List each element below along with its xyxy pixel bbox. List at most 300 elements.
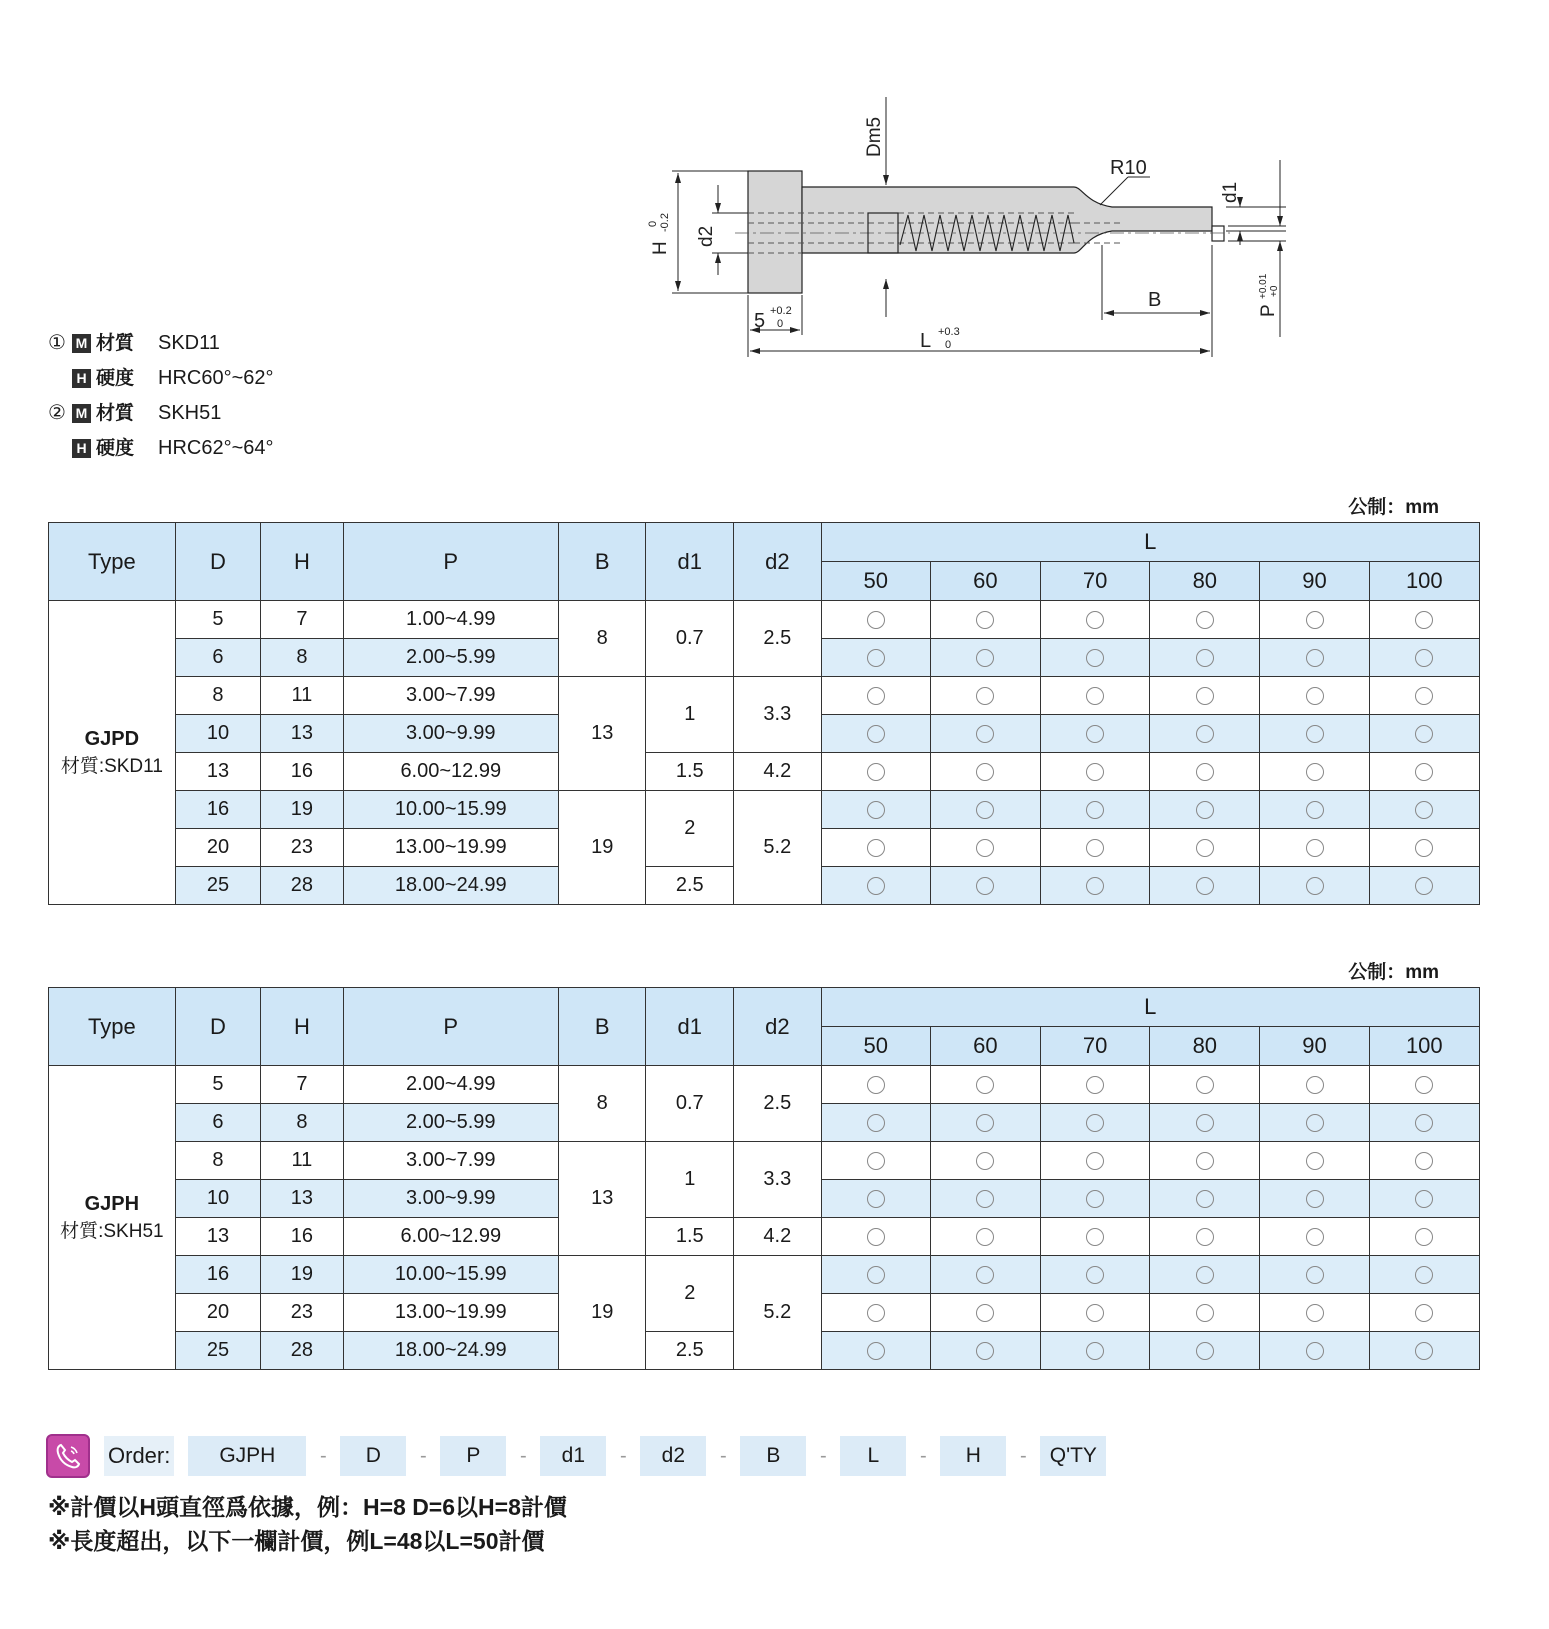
circle-mark-icon xyxy=(867,611,885,629)
cell-l-available xyxy=(1260,829,1369,867)
circle-mark-icon xyxy=(1196,1228,1214,1246)
circle-mark-icon xyxy=(867,1076,885,1094)
cell-p: 10.00~15.99 xyxy=(343,791,558,829)
cell-d2: 5.2 xyxy=(734,791,822,905)
punch-drawing xyxy=(647,95,1340,380)
cell-l-available xyxy=(1041,1142,1150,1180)
circle-mark-icon xyxy=(1196,801,1214,819)
header-p: P xyxy=(343,988,558,1066)
cell-p: 13.00~19.99 xyxy=(343,829,558,867)
material-label: 材質 xyxy=(96,333,135,354)
cell-l-available xyxy=(930,1142,1040,1180)
cell-h: 19 xyxy=(261,1256,343,1294)
circle-mark-icon xyxy=(1086,1152,1104,1170)
cell-l-available xyxy=(1260,1256,1369,1294)
cell-l-available xyxy=(1369,639,1479,677)
cell-l-available xyxy=(821,829,930,867)
note-length-rounding: ※長度超出，以下一欄計價，例L=48以L=50計價 xyxy=(48,1528,545,1554)
table-row xyxy=(49,677,1480,715)
circle-mark-icon xyxy=(1306,1114,1324,1132)
circle-mark-icon xyxy=(1196,611,1214,629)
circle-mark-icon xyxy=(1306,649,1324,667)
circle-mark-icon xyxy=(1196,1114,1214,1132)
label-b: B xyxy=(1148,289,1162,311)
cell-l-available xyxy=(821,1142,930,1180)
cell-b: 13 xyxy=(558,1142,646,1256)
note-pricing-basis: ※計價以H頭直徑爲依據，例：H=8 D=6以H=8計價 xyxy=(48,1494,567,1520)
circle-mark-icon xyxy=(976,1190,994,1208)
cell-d: 20 xyxy=(175,1294,261,1332)
cell-l-available xyxy=(1369,1256,1479,1294)
circle-mark-icon xyxy=(976,801,994,819)
header-type: Type xyxy=(49,523,176,601)
spec-table-gjph xyxy=(48,987,1480,1370)
circle-mark-icon xyxy=(976,1266,994,1284)
cell-h: 8 xyxy=(261,1104,343,1142)
cell-l-available xyxy=(930,601,1040,639)
order-field: L xyxy=(840,1436,906,1476)
cell-d: 25 xyxy=(175,867,261,905)
material-icon: M xyxy=(72,404,91,423)
cell-l-available xyxy=(1150,1218,1260,1256)
cell-p: 2.00~4.99 xyxy=(343,1066,558,1104)
cell-l-available xyxy=(821,601,930,639)
cell-d: 16 xyxy=(175,791,261,829)
cell-p: 2.00~5.99 xyxy=(343,1104,558,1142)
cell-p: 6.00~12.99 xyxy=(343,1218,558,1256)
cell-d: 13 xyxy=(175,1218,261,1256)
header-type: Type xyxy=(49,988,176,1066)
cell-l-available xyxy=(930,1294,1040,1332)
cell-l-available xyxy=(930,867,1040,905)
hardness-item xyxy=(48,361,274,396)
cell-l-available xyxy=(1260,867,1369,905)
cell-h: 11 xyxy=(261,677,343,715)
cell-h: 19 xyxy=(261,791,343,829)
cell-l-available xyxy=(930,1104,1040,1142)
order-separator: - xyxy=(320,1444,327,1467)
circle-mark-icon xyxy=(976,687,994,705)
cell-l-available xyxy=(1369,1294,1479,1332)
cell-l-available xyxy=(930,1180,1040,1218)
circle-mark-icon xyxy=(1086,1342,1104,1360)
order-label: Order: xyxy=(104,1436,174,1476)
cell-d: 10 xyxy=(175,715,261,753)
cell-p: 3.00~7.99 xyxy=(343,677,558,715)
circle-mark-icon xyxy=(1086,611,1104,629)
cell-l-available xyxy=(1041,1066,1150,1104)
circle-mark-icon xyxy=(1086,687,1104,705)
cell-l-available xyxy=(1260,1142,1369,1180)
cell-p: 3.00~9.99 xyxy=(343,715,558,753)
header-b: B xyxy=(558,988,646,1066)
cell-h: 13 xyxy=(261,715,343,753)
circle-mark-icon xyxy=(976,1114,994,1132)
circle-mark-icon xyxy=(1196,1190,1214,1208)
circle-mark-icon xyxy=(1306,877,1324,895)
label-r10: R10 xyxy=(1110,157,1147,179)
circle-mark-icon xyxy=(1415,1304,1433,1322)
circle-mark-icon xyxy=(976,1152,994,1170)
circle-mark-icon xyxy=(1086,1304,1104,1322)
circle-mark-icon xyxy=(867,725,885,743)
cell-l-available xyxy=(1041,639,1150,677)
circle-mark-icon xyxy=(1415,687,1433,705)
circle-mark-icon xyxy=(1196,725,1214,743)
circle-mark-icon xyxy=(976,1342,994,1360)
order-field: d2 xyxy=(640,1436,706,1476)
circle-mark-icon xyxy=(1415,1266,1433,1284)
cell-d1: 0.7 xyxy=(646,601,734,677)
circle-mark-icon xyxy=(1415,725,1433,743)
circle-mark-icon xyxy=(1196,1266,1214,1284)
cell-l-available xyxy=(1150,1142,1260,1180)
cell-h: 23 xyxy=(261,829,343,867)
type-material: 材質:SKD11 xyxy=(60,755,163,777)
circle-mark-icon xyxy=(1415,801,1433,819)
cell-l-available xyxy=(1150,639,1260,677)
cell-l-available xyxy=(1150,1332,1260,1370)
cell-l-available xyxy=(930,639,1040,677)
circle-mark-icon xyxy=(976,1228,994,1246)
label-five: 5 xyxy=(754,310,766,332)
cell-l-available xyxy=(1369,1332,1479,1370)
cell-l-available xyxy=(1260,1218,1369,1256)
circle-mark-icon xyxy=(976,1076,994,1094)
cell-l-available xyxy=(1369,1066,1479,1104)
cell-l-available xyxy=(821,1104,930,1142)
cell-h: 28 xyxy=(261,867,343,905)
header-h: H xyxy=(261,523,343,601)
circle-mark-icon xyxy=(1306,725,1324,743)
cell-h: 13 xyxy=(261,1180,343,1218)
circle-mark-icon xyxy=(1415,649,1433,667)
cell-p: 18.00~24.99 xyxy=(343,867,558,905)
circle-mark-icon xyxy=(1196,1152,1214,1170)
circle-mark-icon xyxy=(867,839,885,857)
circle-mark-icon xyxy=(1196,839,1214,857)
circle-mark-icon xyxy=(1196,1342,1214,1360)
cell-h: 28 xyxy=(261,1332,343,1370)
circle-mark-icon xyxy=(867,1114,885,1132)
cell-b: 13 xyxy=(558,677,646,791)
cell-l-available xyxy=(930,829,1040,867)
cell-l-available xyxy=(1260,753,1369,791)
cell-l-available xyxy=(1150,867,1260,905)
cell-l-available xyxy=(930,677,1040,715)
cell-l-available xyxy=(1150,1066,1260,1104)
order-separator: - xyxy=(520,1444,527,1467)
cell-d2: 2.5 xyxy=(734,1066,822,1142)
cell-l-available xyxy=(1369,1180,1479,1218)
cell-d1: 1 xyxy=(646,677,734,753)
circle-mark-icon xyxy=(867,649,885,667)
circle-mark-icon xyxy=(1086,763,1104,781)
cell-d1: 0.7 xyxy=(646,1066,734,1142)
cell-l-available xyxy=(930,1066,1040,1104)
order-separator: - xyxy=(720,1444,727,1467)
cell-d: 16 xyxy=(175,1256,261,1294)
cell-p: 3.00~9.99 xyxy=(343,1180,558,1218)
circle-mark-icon xyxy=(976,877,994,895)
circle-mark-icon xyxy=(1306,1152,1324,1170)
circle-mark-icon xyxy=(867,801,885,819)
cell-l-available xyxy=(821,1294,930,1332)
cell-l-available xyxy=(821,753,930,791)
circle-mark-icon xyxy=(1196,763,1214,781)
cell-l-available xyxy=(821,1066,930,1104)
cell-d: 8 xyxy=(175,677,261,715)
circle-mark-icon xyxy=(976,839,994,857)
circle-mark-icon xyxy=(1306,1342,1324,1360)
cell-l-available xyxy=(1041,1218,1150,1256)
circle-mark-icon xyxy=(1086,801,1104,819)
circle-mark-icon xyxy=(1415,1342,1433,1360)
cell-d2: 4.2 xyxy=(734,753,822,791)
notes xyxy=(48,1490,567,1558)
circle-mark-icon xyxy=(1306,763,1324,781)
circle-mark-icon xyxy=(1306,1304,1324,1322)
circle-mark-icon xyxy=(1306,1228,1324,1246)
circle-mark-icon xyxy=(1306,611,1324,629)
label-five-tol-top: +0.2 xyxy=(770,305,792,317)
header-d1: d1 xyxy=(646,988,734,1066)
cell-l-available xyxy=(821,1180,930,1218)
order-fields xyxy=(188,1436,1106,1476)
cell-d: 5 xyxy=(175,601,261,639)
cell-l-available xyxy=(1041,1294,1150,1332)
circle-mark-icon xyxy=(1196,1076,1214,1094)
cell-l-available xyxy=(821,791,930,829)
cell-l-available xyxy=(1041,1256,1150,1294)
cell-l-available xyxy=(1041,867,1150,905)
cell-l-available xyxy=(1041,1104,1150,1142)
table-row xyxy=(49,1256,1480,1294)
label-h-tol-bot: -0.2 xyxy=(659,213,671,232)
cell-d: 10 xyxy=(175,1180,261,1218)
cell-l-available xyxy=(930,1332,1040,1370)
circle-mark-icon xyxy=(867,1228,885,1246)
label-h: H xyxy=(650,241,671,255)
cell-l-available xyxy=(1260,677,1369,715)
circle-mark-icon xyxy=(1306,1190,1324,1208)
cell-b: 8 xyxy=(558,1066,646,1142)
cell-h: 7 xyxy=(261,601,343,639)
cell-l-available xyxy=(930,1218,1040,1256)
label-five-tol-bot: 0 xyxy=(777,318,784,330)
circle-mark-icon xyxy=(1086,1076,1104,1094)
circle-mark-icon xyxy=(1415,1228,1433,1246)
cell-d1: 1.5 xyxy=(646,753,734,791)
cell-d2: 2.5 xyxy=(734,601,822,677)
type-name: GJPH xyxy=(84,1192,140,1215)
label-l-tol-top: +0.3 xyxy=(938,326,960,338)
circle-mark-icon xyxy=(1086,725,1104,743)
circle-mark-icon xyxy=(976,611,994,629)
cell-d1: 2.5 xyxy=(646,1332,734,1370)
cell-l-available xyxy=(1041,1332,1150,1370)
cell-d: 13 xyxy=(175,753,261,791)
order-field: H xyxy=(940,1436,1006,1476)
material-icon: M xyxy=(72,334,91,353)
cell-l-available xyxy=(1150,1256,1260,1294)
cell-d1: 2.5 xyxy=(646,867,734,905)
header-h: H xyxy=(261,988,343,1066)
cell-h: 23 xyxy=(261,1294,343,1332)
circle-mark-icon xyxy=(867,1190,885,1208)
circle-mark-icon xyxy=(1196,687,1214,705)
cell-l-available xyxy=(1041,1180,1150,1218)
cell-l-available xyxy=(930,1256,1040,1294)
cell-l-available xyxy=(1150,715,1260,753)
table-row xyxy=(49,1142,1480,1180)
cell-l-available xyxy=(1041,791,1150,829)
header-l: L xyxy=(821,988,1479,1027)
circle-mark-icon xyxy=(1415,1190,1433,1208)
cell-l-available xyxy=(1041,715,1150,753)
circle-mark-icon xyxy=(1306,1076,1324,1094)
cell-l-available xyxy=(821,867,930,905)
header-l-80: 80 xyxy=(1150,562,1260,601)
material-list xyxy=(48,326,274,466)
unit-label: 公制：mm xyxy=(1348,962,1439,983)
cell-l-available xyxy=(1260,791,1369,829)
circle-mark-icon xyxy=(1415,839,1433,857)
circle-mark-icon xyxy=(1415,1076,1433,1094)
cell-l-available xyxy=(821,1256,930,1294)
header-l-80: 80 xyxy=(1150,1027,1260,1066)
cell-h: 11 xyxy=(261,1142,343,1180)
cell-l-available xyxy=(1260,601,1369,639)
cell-l-available xyxy=(1041,829,1150,867)
cell-l-available xyxy=(821,1332,930,1370)
cell-l-available xyxy=(1260,715,1369,753)
hardness-icon: H xyxy=(72,439,91,458)
circle-mark-icon xyxy=(976,1304,994,1322)
cell-l-available xyxy=(1369,1142,1479,1180)
header-l-60: 60 xyxy=(930,562,1040,601)
header-l-70: 70 xyxy=(1041,562,1150,601)
cell-d: 8 xyxy=(175,1142,261,1180)
cell-l-available xyxy=(821,639,930,677)
circle-mark-icon xyxy=(976,725,994,743)
cell-l-available xyxy=(1260,1180,1369,1218)
header-l-90: 90 xyxy=(1260,562,1369,601)
cell-d2: 4.2 xyxy=(734,1218,822,1256)
cell-b: 19 xyxy=(558,791,646,905)
cell-l-available xyxy=(1150,1180,1260,1218)
circle-mark-icon xyxy=(1415,611,1433,629)
cell-p: 18.00~24.99 xyxy=(343,1332,558,1370)
order-field: P xyxy=(440,1436,506,1476)
circle-mark-icon xyxy=(1086,839,1104,857)
circle-mark-icon xyxy=(867,1304,885,1322)
order-separator: - xyxy=(820,1444,827,1467)
cell-l-available xyxy=(1150,1104,1260,1142)
type-cell xyxy=(49,1066,176,1370)
label-d2: d2 xyxy=(696,225,717,247)
cell-l-available xyxy=(1369,753,1479,791)
header-l-100: 100 xyxy=(1369,562,1479,601)
circle-mark-icon xyxy=(1196,1304,1214,1322)
cell-l-available xyxy=(1041,677,1150,715)
circle-mark-icon xyxy=(976,649,994,667)
spec-table-gjpd xyxy=(48,522,1480,905)
cell-p: 2.00~5.99 xyxy=(343,639,558,677)
cell-d1: 2 xyxy=(646,1256,734,1332)
table-row xyxy=(49,791,1480,829)
header-d: D xyxy=(175,523,261,601)
cell-l-available xyxy=(1369,791,1479,829)
cell-d1: 1 xyxy=(646,1142,734,1218)
header-d2: d2 xyxy=(734,988,822,1066)
circle-mark-icon xyxy=(867,1266,885,1284)
circle-mark-icon xyxy=(1415,763,1433,781)
cell-l-available xyxy=(1369,601,1479,639)
material-index: ② xyxy=(48,402,66,424)
circle-mark-icon xyxy=(867,877,885,895)
cell-l-available xyxy=(821,677,930,715)
cell-l-available xyxy=(1260,1066,1369,1104)
cell-l-available xyxy=(1369,867,1479,905)
header-l: L xyxy=(821,523,1479,562)
order-separator: - xyxy=(620,1444,627,1467)
cell-l-available xyxy=(1041,753,1150,791)
header-l-50: 50 xyxy=(821,562,930,601)
cell-l-available xyxy=(1150,791,1260,829)
circle-mark-icon xyxy=(1086,1190,1104,1208)
label-p-tol-top: +0.01 xyxy=(1258,273,1269,299)
header-l-60: 60 xyxy=(930,1027,1040,1066)
header-d2: d2 xyxy=(734,523,822,601)
cell-l-available xyxy=(1369,677,1479,715)
type-material: 材質:SKH51 xyxy=(60,1220,164,1242)
cell-l-available xyxy=(930,715,1040,753)
cell-l-available xyxy=(1260,1294,1369,1332)
table-row xyxy=(49,601,1480,639)
order-separator: - xyxy=(1020,1444,1027,1467)
circle-mark-icon xyxy=(1306,1266,1324,1284)
material-item xyxy=(48,326,274,361)
cell-d: 20 xyxy=(175,829,261,867)
cell-d2: 5.2 xyxy=(734,1256,822,1370)
table-row xyxy=(49,1218,1480,1256)
hardness-icon: H xyxy=(72,369,91,388)
circle-mark-icon xyxy=(1415,1152,1433,1170)
circle-mark-icon xyxy=(1196,649,1214,667)
hardness-item xyxy=(48,431,274,466)
cell-d: 5 xyxy=(175,1066,261,1104)
cell-l-available xyxy=(1369,1104,1479,1142)
cell-d: 25 xyxy=(175,1332,261,1370)
cell-d1: 2 xyxy=(646,791,734,867)
cell-p: 13.00~19.99 xyxy=(343,1294,558,1332)
hardness-label: 硬度 xyxy=(96,368,135,389)
cell-l-available xyxy=(1260,1332,1369,1370)
cell-l-available xyxy=(1150,753,1260,791)
label-p-tol-bot: +0 xyxy=(1269,285,1280,297)
cell-h: 16 xyxy=(261,753,343,791)
order-field: d1 xyxy=(540,1436,606,1476)
order-bar xyxy=(46,1434,1106,1478)
circle-mark-icon xyxy=(1306,839,1324,857)
phone-icon xyxy=(46,1434,90,1478)
label-p: P xyxy=(1258,304,1279,317)
cell-l-available xyxy=(930,753,1040,791)
header-d: D xyxy=(175,988,261,1066)
cell-b: 19 xyxy=(558,1256,646,1370)
label-dm5: Dm5 xyxy=(864,116,885,157)
